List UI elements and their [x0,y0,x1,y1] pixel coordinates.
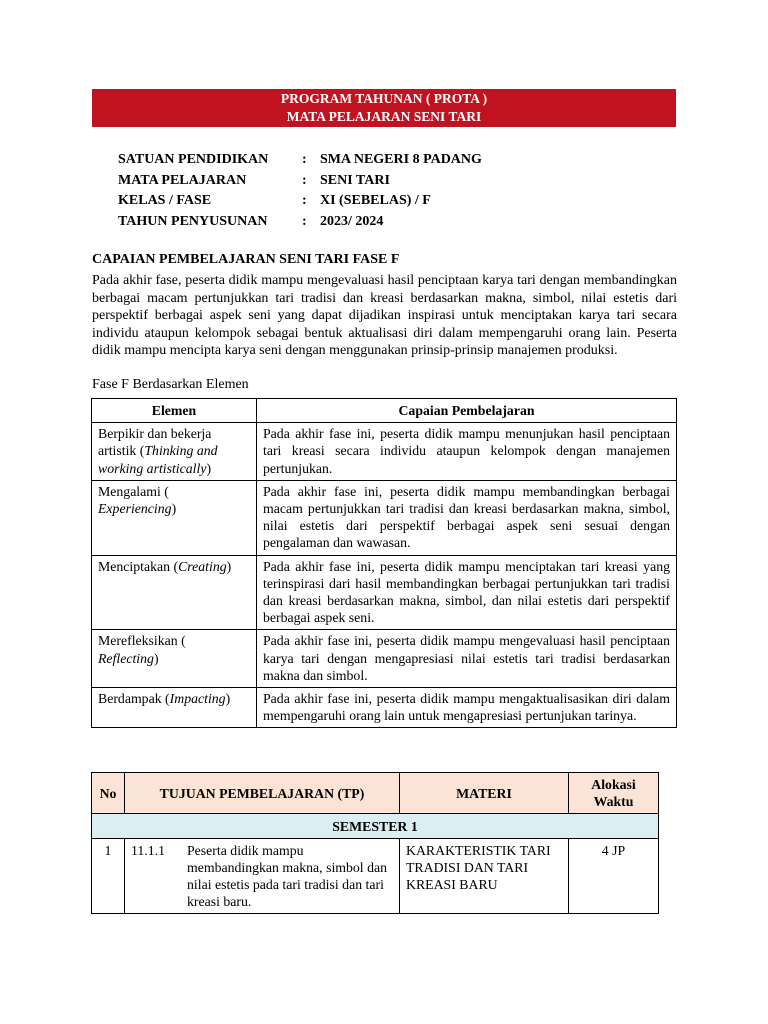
elemen-cell [92,480,257,555]
identity-colon: : [302,213,307,229]
table-row [92,423,677,481]
elemen-english: Impacting [169,691,226,707]
identity-block [118,150,638,232]
elemen-name: Merefleksikan ( [98,633,186,649]
elemen-table [91,398,677,728]
identity-key: MATA PELAJARAN [118,172,247,188]
fase-label: Fase F Berdasarkan Elemen [92,377,249,392]
elemen-cell [92,555,257,630]
table-header-row [92,399,677,423]
tp-text: Peserta didik mampu membandingkan makna, simbol dan nilai estetis pada tari tradisi dan tari kreasi baru. [187,843,388,909]
identity-colon: : [302,172,307,188]
title-line-1: PROGRAM TAHUNAN ( PROTA ) [280,91,488,106]
identity-colon: : [302,152,307,167]
capaian-cell: Pada akhir fase ini, peserta didik mampu menciptakan tari kreasi yang terinspirasi dari hasil membandingkan berbagai pertunjukkan tari tradisi dan kreasi berdasarkan makna, simbol, dan nilai estetis dari perspektif berbagai aspek seni. [257,555,677,630]
identity-row [118,191,638,212]
semester-label: SEMESTER 1 [92,814,659,839]
table-row [92,839,659,914]
header-no: No [92,773,125,814]
header-capaian: Capaian Pembelajaran [257,399,677,423]
elemen-english: Experiencing [98,501,172,517]
capaian-paragraph: Pada akhir fase, peserta didik mampu mengevaluasi hasil penciptaan karya tari dengan membandingkan berbagai macam pertunjukkan tari tradisi dan kreasi berdasarkan makna, simbol, nilai estetis dari perspektif berbagai aspek seni yang dapat dijadikan inspirasi untuk menciptakan karya tari secara individu ataupun kelompok sebagai bentuk aktualisasi diri dalam mempengaruhi orang lain. Peserta didik mampu mencipta karya seni dengan menggunakan prinsip-prinsip manajemen produksi. [92,273,677,359]
elemen-close: ) [226,558,232,574]
title-band [92,89,676,127]
row-no: 1 [92,839,125,914]
identity-value: SENI TARI [320,172,390,188]
header-elemen: Elemen [92,399,257,423]
header-tp: TUJUAN PEMBELAJARAN (TP) [125,773,400,814]
header-materi: MATERI [400,773,569,814]
table-row [92,688,677,728]
table-row [92,480,677,555]
elemen-cell [92,630,257,688]
identity-colon: : [302,193,307,208]
elemen-english: Thinking and working artistically [98,443,218,476]
elemen-close: ) [171,501,177,517]
tp-code: 11.1.1 [131,843,165,858]
elemen-english: Reflecting [98,650,154,666]
elemen-name: Menciptakan ( [98,558,179,574]
elemen-close: ) [153,650,159,666]
identity-key: KELAS / FASE [118,193,212,208]
identity-row [118,212,638,233]
table-row [92,630,677,688]
identity-key: SATUAN PENDIDIKAN [118,152,269,167]
header-alokasi: Alokasi Waktu [569,773,659,814]
capaian-cell: Pada akhir fase ini, peserta didik mampu membandingkan berbagai macam pertunjukkan tari tradisi dan kreasi berdasarkan makna, simbol, nilai estetis dari perspektif berbagai aspek seni sesuai dengan pengalaman dan wawasan. [257,480,677,555]
title-line-2: MATA PELAJARAN SENI TARI [286,109,482,124]
tp-table [91,772,659,914]
elemen-cell [92,423,257,481]
alokasi-cell: 4 JP [569,839,659,914]
elemen-name: Berpikir dan bekerja artistik ( [98,426,212,459]
elemen-name: Berdampak ( [98,691,170,707]
table-row [92,555,677,630]
capaian-cell: Pada akhir fase ini, peserta didik mampu mengevaluasi hasil penciptaan karya tari dengan mengapresiasi nilai estetis tari tradisi berdasarkan makna dan simbol. [257,630,677,688]
capaian-heading: CAPAIAN PEMBELAJARAN SENI TARI FASE F [92,252,400,267]
table-header-row [92,773,659,814]
elemen-cell [92,688,257,728]
semester-row [92,814,659,839]
elemen-close: ) [206,460,212,476]
tp-cell [125,839,400,914]
elemen-name: Mengalami ( [98,483,169,499]
identity-row [118,171,638,192]
identity-row [118,150,638,171]
capaian-cell: Pada akhir fase ini, peserta didik mampu menunjukan hasil penciptaan tari kreasi secara individu ataupun kelompok dengan manajemen pertunjukan. [257,423,677,481]
identity-value: XI (SEBELAS) / F [320,193,431,208]
capaian-cell: Pada akhir fase ini, peserta didik mampu mengaktualisasikan diri dalam mempengaruhi orang lain untuk mengapresiasi pertunjukan tarinya. [257,688,677,728]
materi-cell: KARAKTERISTIK TARI TRADISI DAN TARI KREASI BARU [400,839,569,914]
identity-value: SMA NEGERI 8 PADANG [320,152,482,167]
elemen-close: ) [225,691,231,707]
identity-value: 2023/ 2024 [320,213,384,229]
elemen-english: Creating [178,558,227,574]
identity-key: TAHUN PENYUSUNAN [118,213,268,229]
